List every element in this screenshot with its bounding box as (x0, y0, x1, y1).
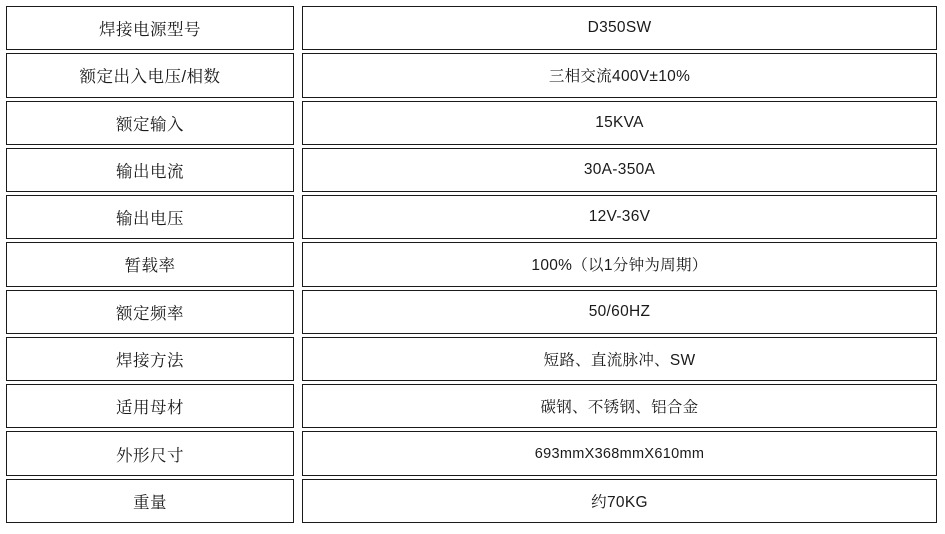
spec-label-cell (6, 148, 294, 192)
spec-value-cell (302, 53, 937, 97)
table-row (6, 101, 937, 148)
table-row (6, 195, 937, 242)
spec-label-text: 外形尺寸 (116, 446, 184, 465)
table-row (6, 431, 937, 478)
spec-value-text: D350SW (587, 19, 652, 37)
spec-value-text: 短路、直流脉冲、SW (543, 351, 696, 369)
spec-value-cell (302, 242, 937, 286)
spec-label-cell (6, 290, 294, 334)
spec-value-text: 12V-36V (588, 208, 651, 226)
spec-label-text: 焊接电源型号 (99, 21, 201, 40)
spec-value-cell (302, 384, 937, 428)
table-row (6, 6, 937, 53)
spec-label-cell (6, 53, 294, 97)
spec-label-cell (6, 6, 294, 50)
spec-label-cell (6, 242, 294, 286)
spec-value-text: 碳钢、不锈钢、铝合金 (540, 399, 699, 417)
spec-value-text: 15KVA (595, 113, 644, 131)
spec-value-text: 三相交流400V±10% (548, 68, 691, 86)
table-row (6, 290, 937, 337)
spec-value-cell (302, 337, 937, 381)
spec-label-text: 额定出入电压/相数 (79, 68, 221, 87)
spec-value-cell (302, 431, 937, 475)
spec-value-cell (302, 290, 937, 334)
spec-label-cell (6, 101, 294, 145)
spec-value-cell (302, 479, 937, 523)
table-row (6, 53, 937, 100)
spec-value-cell (302, 101, 937, 145)
spec-value-cell (302, 6, 937, 50)
spec-label-cell (6, 479, 294, 523)
spec-label-text: 额定输入 (116, 115, 184, 134)
spec-label-text: 暂载率 (124, 257, 176, 276)
table-row (6, 337, 937, 384)
spec-value-text: 约70KG (591, 493, 648, 511)
spec-label-text: 适用母材 (116, 399, 184, 418)
spec-value-text: 30A-350A (583, 160, 656, 178)
spec-value-cell (302, 148, 937, 192)
spec-label-cell (6, 384, 294, 428)
table-row (6, 148, 937, 195)
spec-label-text: 重量 (133, 493, 167, 512)
spec-value-cell (302, 195, 937, 239)
table-row (6, 479, 937, 526)
spec-value-text: 50/60HZ (588, 302, 651, 320)
spec-value-text: 100%（以1分钟为周期） (531, 257, 708, 275)
spec-label-text: 输出电流 (116, 162, 184, 181)
spec-label-text: 额定频率 (116, 304, 184, 323)
spec-label-cell (6, 195, 294, 239)
spec-label-cell (6, 337, 294, 381)
table-row (6, 384, 937, 431)
table-row (6, 242, 937, 289)
spec-label-text: 输出电压 (116, 210, 184, 229)
spec-label-cell (6, 431, 294, 475)
spec-value-text: 693mmX368mmX610mm (534, 445, 705, 462)
spec-label-text: 焊接方法 (116, 351, 184, 370)
